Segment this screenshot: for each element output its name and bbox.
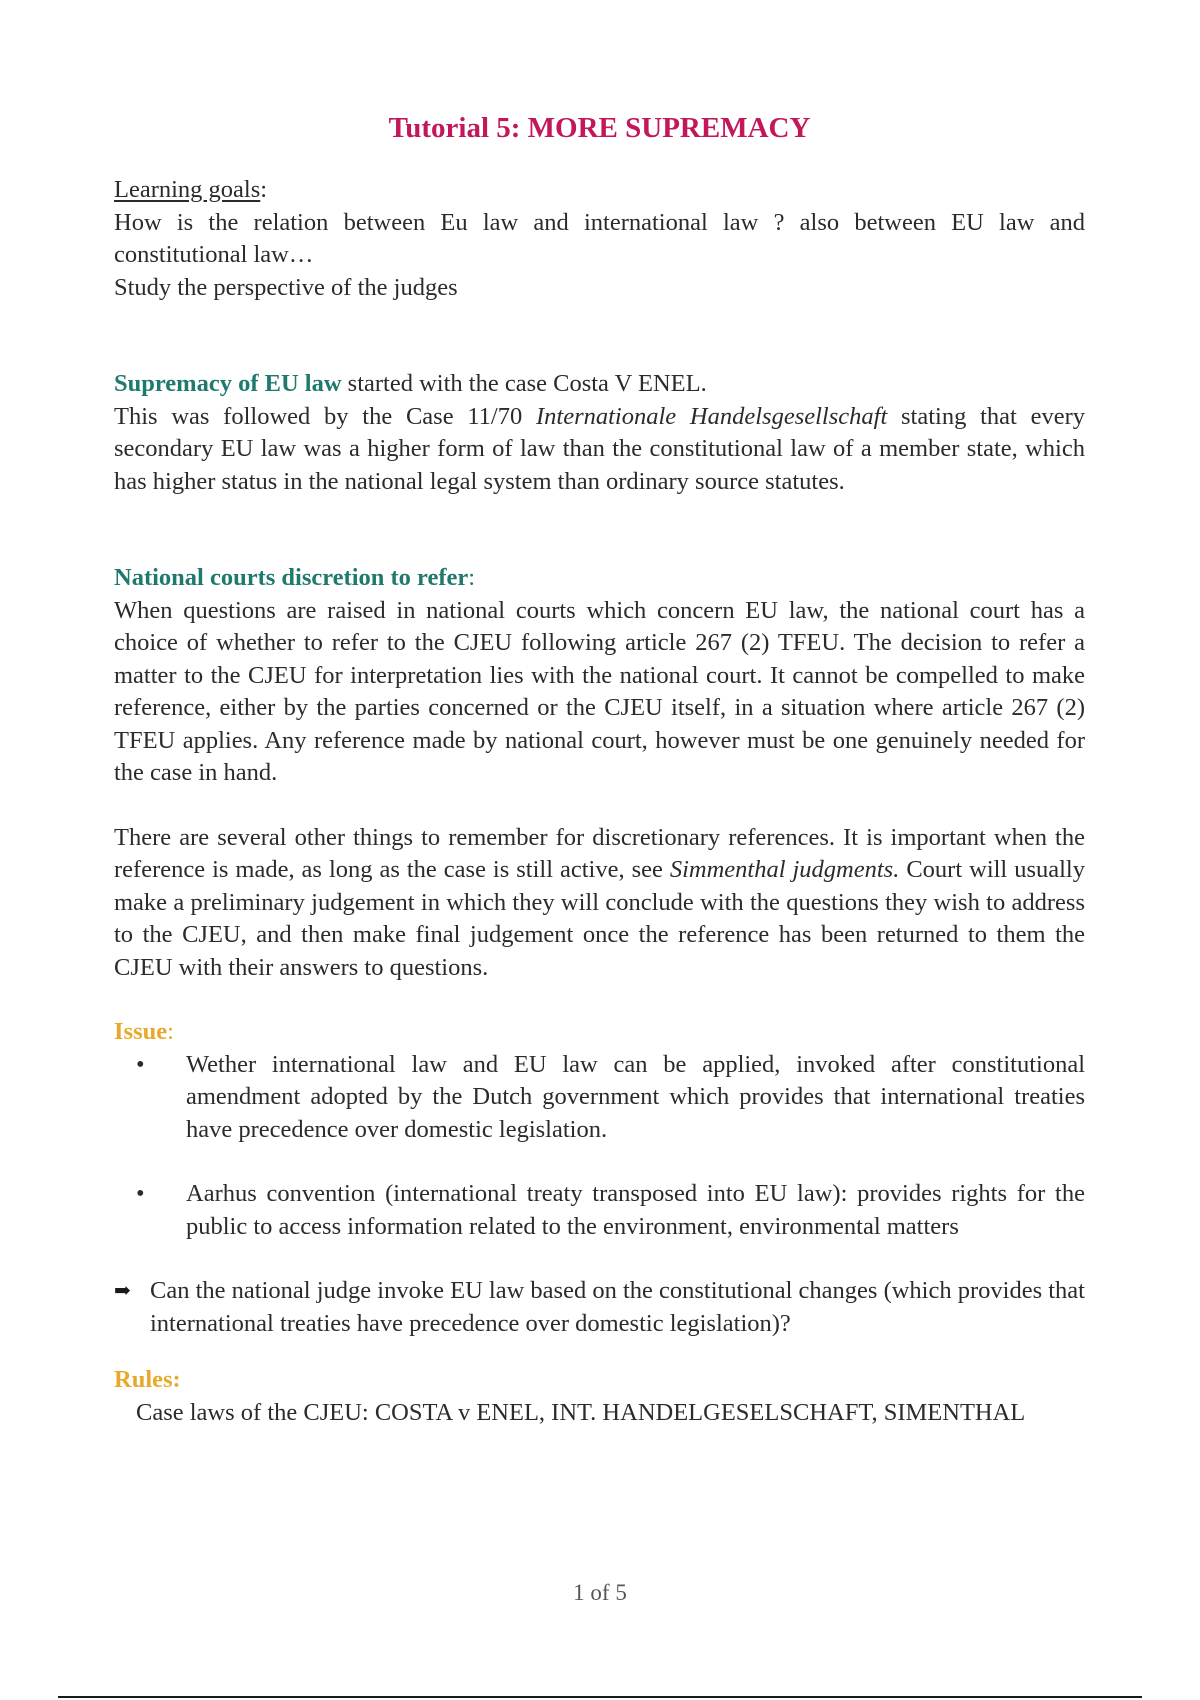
- issue-bullet-list: [114, 1049, 1085, 1244]
- issue-heading-line: [114, 1016, 1085, 1049]
- bullet-icon: •: [136, 1180, 145, 1207]
- list-item: [114, 1049, 1085, 1147]
- rules-text: Case laws of the CJEU: COSTA v ENEL, INT. HANDELGESELSCHAFT, SIMENTHAL: [136, 1398, 1026, 1426]
- page-title: Tutorial 5: MORE SUPREMACY: [388, 112, 811, 144]
- discretion-p2-start: There are several other things to remember for discretionary references. It is important when the reference is made, as long as the case is still active, see: [114, 823, 1085, 883]
- bullet-text: Aarhus convention (international treaty transposed into EU law): provides rights for the public to access information related to the environment, environmental matters: [186, 1180, 1085, 1240]
- discretion-heading: National courts discretion to refer: [114, 564, 469, 591]
- supremacy-paragraph-2: [114, 401, 1085, 499]
- bullet-icon: •: [136, 1050, 145, 1078]
- rules-heading: Rules:: [114, 1366, 181, 1393]
- discretion-colon: :: [468, 564, 476, 591]
- learning-goals-line-1: How is the relation between Eu law and international law ? also between EU law and constitutional law…: [114, 208, 1085, 268]
- discretion-paragraph-2: [114, 822, 1085, 985]
- rules-heading-line: [114, 1364, 1085, 1397]
- issue-heading: Issue: [114, 1018, 168, 1045]
- issue-colon: :: [167, 1018, 174, 1045]
- discretion-heading-line: [114, 562, 1085, 595]
- document-page: [114, 110, 1085, 1429]
- discretion-p2-end: Court will usually make a preliminary judgement in which they will conclude with the questions they wish to address to the CJEU, and then make final judgement once the reference has been returned to them the CJEU with their answers to questions.: [114, 856, 1085, 981]
- supremacy-paragraph-1: [114, 368, 1085, 401]
- simmenthal-italic: Simmenthal judgments.: [669, 856, 900, 883]
- supremacy-p2-start: This was followed by the Case 11/70: [114, 402, 536, 430]
- learning-goals-label: Learning goals: [114, 176, 261, 203]
- arrow-right-icon: ➡: [114, 1280, 131, 1302]
- discretion-paragraph-1: When questions are raised in national courts which concern EU law, the national court has a choice of whether to refer to the CJEU following article 267 (2) TFEU. The decision to refer a matter to the CJEU for interpretation lies with the national court. It cannot be compelled to make reference, either by the parties concerned or the CJEU itself, in a situation where article 267 (2) TFEU applies. Any reference made by national court, however must be one genuinely needed for the case in hand.: [114, 596, 1085, 786]
- supremacy-heading: Supremacy of EU law: [114, 370, 342, 397]
- bullet-text: Wether international law and EU law can be applied, invoked after constitutional amendment adopted by the Dutch government which provides that international treaties have precedence over domestic legislation.: [186, 1050, 1085, 1143]
- supremacy-p2-end: stating that every secondary EU law was a higher form of law than the constitutional law of a member state, which has higher status in the national legal system than ordinary source statutes.: [114, 402, 1086, 495]
- learning-goals-heading: [114, 174, 1085, 207]
- supremacy-lead: started with the case Costa V ENEL.: [341, 370, 707, 397]
- bottom-divider: [58, 1696, 1142, 1698]
- issue-question: [114, 1275, 1085, 1340]
- case-name-italic: Internationale Handelsgesellschaft: [536, 402, 888, 430]
- learning-goals-line-2: Study the perspective of the judges: [114, 273, 458, 301]
- learning-goals-colon: :: [260, 176, 268, 203]
- page-number: 1 of 5: [573, 1580, 627, 1605]
- list-item: [114, 1178, 1085, 1243]
- question-text: Can the national judge invoke EU law based on the constitutional changes (which provides that international treaties have precedence over domestic legislation)?: [150, 1277, 1085, 1337]
